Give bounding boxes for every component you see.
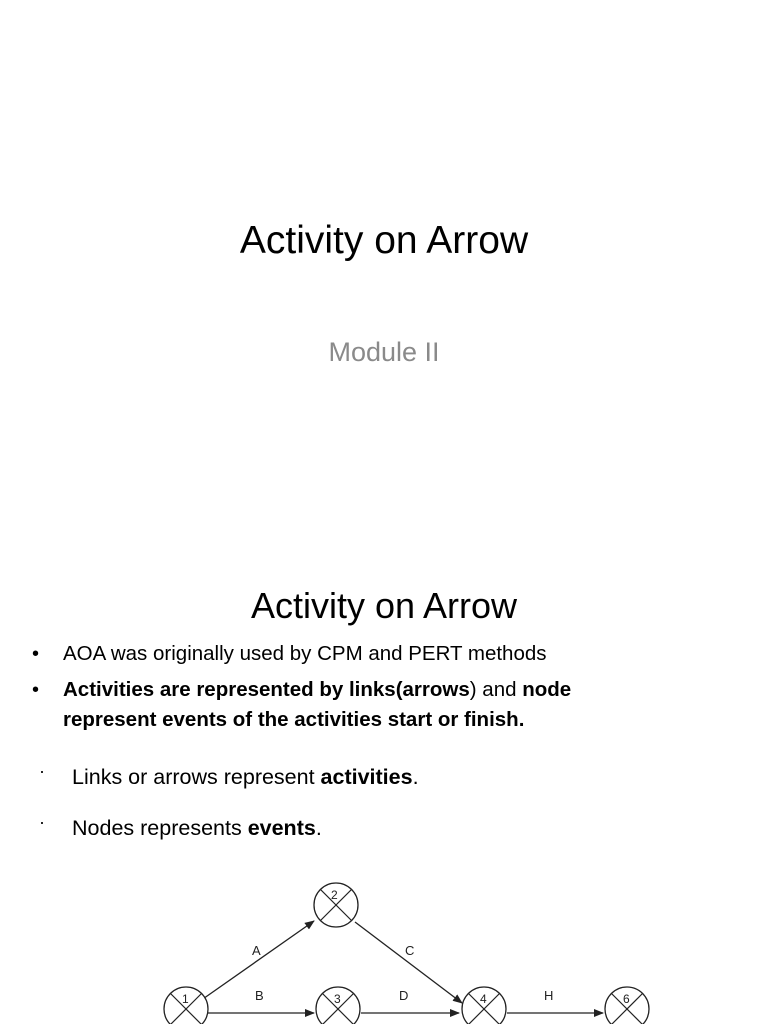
sub-bullet-text: . bbox=[412, 765, 419, 789]
bullet-bold-text: represent events of the activities start or finish. bbox=[63, 708, 525, 731]
bullet-bold-text: Activities are represented by links(arrows bbox=[63, 678, 470, 701]
event-node-label: 6 bbox=[623, 992, 630, 1006]
bullet-item bbox=[30, 639, 750, 669]
event-node bbox=[314, 883, 358, 927]
event-node-label: 1 bbox=[182, 992, 189, 1006]
bullet-item bbox=[30, 675, 750, 735]
sub-bullet-text: Links or arrows represent bbox=[72, 765, 321, 789]
sub-bullet-bold-text: activities bbox=[320, 765, 413, 789]
bullet-list bbox=[30, 639, 750, 741]
activity-label: C bbox=[405, 943, 415, 958]
event-node-label: 3 bbox=[334, 992, 341, 1006]
event-node-label: 2 bbox=[331, 888, 338, 902]
slide-1-subtitle: Module II bbox=[328, 337, 440, 367]
activity-label: H bbox=[544, 988, 554, 1003]
activity-label: D bbox=[399, 988, 409, 1003]
event-node bbox=[164, 987, 208, 1024]
sub-bullet-text: Nodes represents bbox=[72, 816, 248, 840]
sub-bullet-item bbox=[36, 761, 736, 793]
event-node bbox=[462, 987, 506, 1024]
event-node bbox=[605, 987, 649, 1024]
sub-bullet-item bbox=[36, 812, 736, 844]
bullet-text: ) and bbox=[469, 678, 523, 701]
bullet-dot-icon: • bbox=[32, 679, 40, 701]
bullet-dot-icon: · bbox=[39, 761, 45, 781]
event-node-label: 4 bbox=[480, 992, 487, 1006]
bullet-bold-text: node bbox=[522, 678, 572, 701]
aoa-network-diagram bbox=[0, 865, 768, 1024]
bullet-dot-icon: • bbox=[32, 643, 40, 665]
slide-2 bbox=[0, 575, 768, 1024]
activity-label: B bbox=[255, 988, 264, 1003]
activity-arrow-c bbox=[355, 922, 462, 1003]
slide-2-title: Activity on Arrow bbox=[250, 585, 518, 626]
bullet-dot-icon: · bbox=[39, 812, 45, 832]
sub-bullet-list bbox=[36, 761, 736, 863]
bullet-text: AOA was originally used by CPM and PERT methods bbox=[63, 642, 547, 665]
sub-bullet-text: . bbox=[315, 816, 322, 840]
sub-bullet-bold-text: events bbox=[247, 816, 316, 840]
event-node bbox=[316, 987, 360, 1024]
activity-label: A bbox=[252, 943, 261, 958]
slide-1-title: Activity on Arrow bbox=[239, 219, 529, 262]
